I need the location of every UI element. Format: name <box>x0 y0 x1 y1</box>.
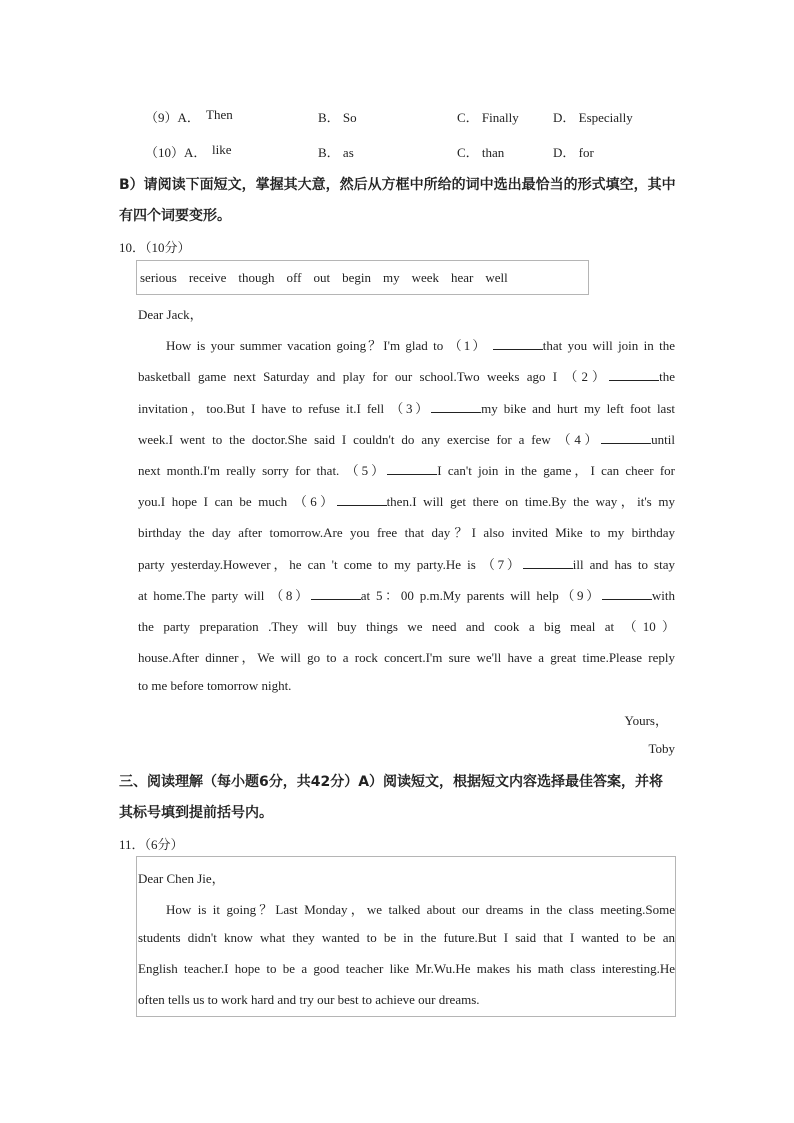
question-11-label: 11．（6分） <box>119 837 184 852</box>
passage-line-2 <box>138 366 675 385</box>
word-bank-item: hear <box>451 270 474 285</box>
passage-text: ill and has to stay <box>572 557 675 572</box>
passage-text: at home.The party will （8） <box>138 588 311 603</box>
passage-text: invitation，too.But I have to refuse it.I fell （3） <box>138 401 432 416</box>
word-bank-item: well <box>485 270 508 285</box>
letter-greeting: Dear Jack， <box>138 307 203 322</box>
passage-line-6 <box>138 491 675 510</box>
option-9-a: Then <box>206 107 233 122</box>
section-b-instruction-line1: B）请阅读下面短文，掌握其大意，然后从方框中所给的词中选出最恰当的形式填空，其中 <box>119 177 676 193</box>
word-bank-item: though <box>238 270 275 285</box>
passage-text: my bike and hurt my left foot last <box>481 401 675 416</box>
word-bank <box>140 270 520 286</box>
option-10-b: B． as <box>318 145 354 160</box>
option-9-d: D． Especially <box>553 110 633 125</box>
passage-text: until <box>651 432 675 447</box>
passage-line-8 <box>138 554 675 573</box>
answer-blank-9[interactable] <box>602 587 652 600</box>
passage-line-11 <box>138 647 675 666</box>
passage-text: week.I went to the doctor.She said I couldn't do any exercise for a few （4） <box>138 432 602 447</box>
passage-11-line-2: students didn't know what they wanted to be in the future.But I said that I wanted to be an <box>138 930 675 945</box>
passage-text: birthday the day after tomorrow.Are you free that day？I also invited Mike to my birthday <box>138 525 675 540</box>
letter-greeting-2: Dear Chen Jie， <box>138 871 225 886</box>
answer-blank-5[interactable] <box>387 462 437 475</box>
answer-blank-8[interactable] <box>311 587 361 600</box>
option-9-b: B． So <box>318 110 357 125</box>
passage-line-5 <box>138 460 675 479</box>
section-b-instruction-line2: 有四个词要变形。 <box>119 208 231 224</box>
word-bank-item: serious <box>140 270 177 285</box>
passage-text: you.I hope I can be much （6） <box>138 494 337 509</box>
word-bank-item: off <box>286 270 302 285</box>
passage-line-12 <box>138 678 675 694</box>
passage-text: the party preparation .They will buy things we need and cook a big meal at （10） <box>138 619 675 634</box>
passage-text: next month.I'm really sorry for that. （5） <box>138 463 388 478</box>
answer-blank-3[interactable] <box>431 400 481 413</box>
passage-text: house.After dinner，We will go to a rock concert.I'm sure we'll have a great time.Please reply <box>138 650 675 665</box>
answer-blank-4[interactable] <box>601 431 651 444</box>
answer-blank-6[interactable] <box>337 493 387 506</box>
passage-line-10 <box>138 616 675 635</box>
word-bank-item: my <box>382 270 400 285</box>
passage-text: How is your summer vacation going？I'm glad to （1） <box>166 338 488 353</box>
letter-closing: Yours， <box>624 713 668 728</box>
word-bank-box <box>136 260 589 295</box>
answer-blank-7[interactable] <box>523 556 573 569</box>
passage-text: party yesterday.However，he can 't come to my party.He is （7） <box>138 557 523 572</box>
answer-blank-1[interactable] <box>493 337 543 350</box>
passage-line-7 <box>138 522 675 541</box>
letter-signature: Toby <box>648 741 675 756</box>
passage-text: to me before tomorrow night. <box>138 678 292 693</box>
passage-11-line-4: often tells us to work hard and try our best to achieve our dreams. <box>138 992 480 1007</box>
option-10-d: D． for <box>553 145 594 160</box>
word-bank-item: receive <box>188 270 227 285</box>
passage-text: I can't join in the game，I can cheer for <box>437 463 676 478</box>
option-10-c: C． than <box>457 145 505 160</box>
question-10-label: 10．（10分） <box>119 240 191 255</box>
passage-line-3 <box>138 398 675 417</box>
passage-text: that you will join in the <box>542 338 675 353</box>
option-9-number: （9）A． <box>145 110 200 125</box>
option-10-a: like <box>212 142 232 157</box>
passage-text: with <box>651 588 675 603</box>
passage-line-4 <box>138 429 675 448</box>
word-bank-item: out <box>313 270 331 285</box>
passage-line-1 <box>138 335 675 354</box>
passage-text: basketball game next Saturday and play for our school.Two weeks ago I （2） <box>138 369 610 384</box>
passage-11-line-1: How is it going？Last Monday，we talked about our dreams in the class meeting.Some <box>166 902 675 917</box>
passage-11-line-3: English teacher.I hope to be a good teacher like Mr.Wu.He makes his math class interesting.He <box>138 961 675 976</box>
word-bank-item: week <box>411 270 440 285</box>
section-3-instruction-line2: 其标号填到提前括号内。 <box>119 805 273 821</box>
passage-text: then.I will get there on time.By the way，it's my <box>386 494 676 509</box>
passage-text: at 5：00 p.m.My parents will help（9） <box>360 588 602 603</box>
passage-text: the <box>659 369 675 384</box>
option-9-c: C． Finally <box>457 110 519 125</box>
word-bank-item: begin <box>342 270 371 285</box>
answer-blank-2[interactable] <box>609 368 659 381</box>
passage-line-9 <box>138 585 675 604</box>
section-3-instruction-line1: 三、阅读理解（每小题6分，共42分）A）阅读短文，根据短文内容选择最佳答案，并将 <box>119 774 664 790</box>
option-10-number: （10）A． <box>145 145 207 160</box>
